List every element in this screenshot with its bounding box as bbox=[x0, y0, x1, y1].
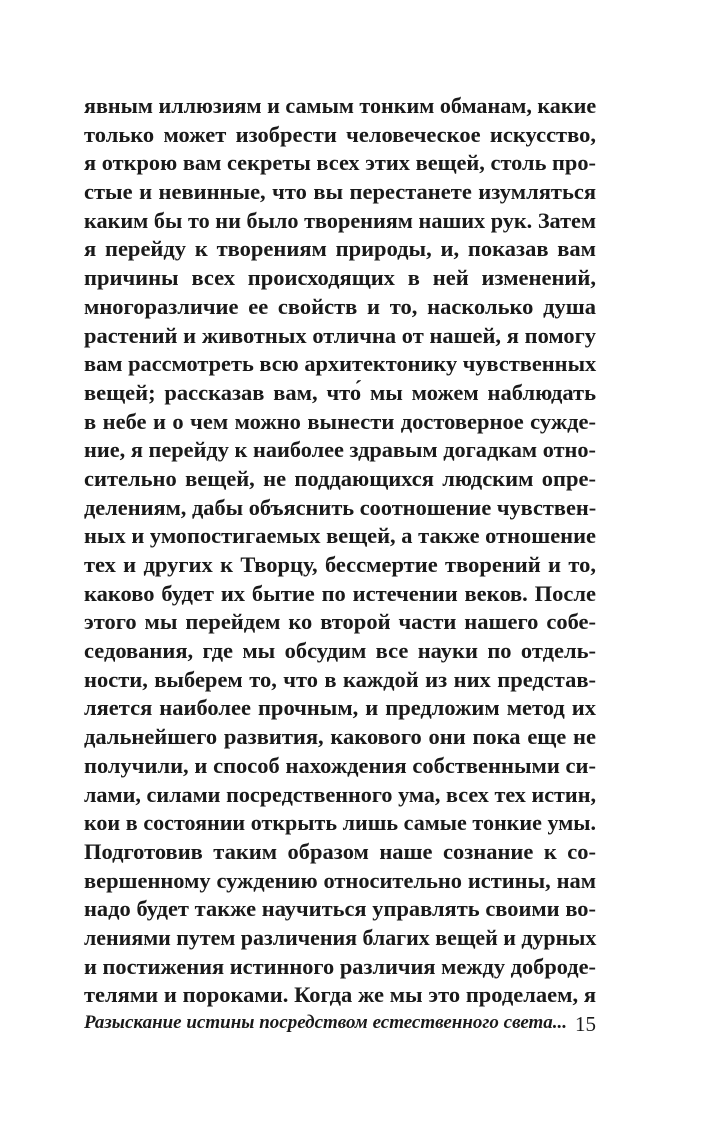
text-line: каково будет их бытие по истечении веков. После bbox=[84, 580, 596, 606]
text-line: в небе и о чем можно вынести достоверное сужде- bbox=[84, 408, 596, 434]
page-number: 15 bbox=[575, 1012, 596, 1036]
text-line: многоразличие ее свойств и то, насколько душа bbox=[84, 293, 596, 319]
text-line: только может изобрести человеческое искусство, bbox=[84, 121, 596, 147]
text-line: надо будет также научиться управлять своими во- bbox=[84, 896, 596, 922]
text-line: дальнейшего развития, какового они пока еще не bbox=[84, 724, 596, 750]
text-line: Подготовив таким образом наше сознание к со- bbox=[84, 838, 596, 864]
text-line: вещей; рассказав вам, что́ мы можем наблюдать bbox=[84, 379, 596, 405]
text-line: ние, я перейду к наиболее здравым догадкам отно- bbox=[84, 437, 596, 463]
text-line: получили, и способ нахождения собственными си- bbox=[84, 752, 596, 778]
text-line: каким бы то ни было творениям наших рук. Затем bbox=[84, 207, 596, 233]
text-line: делениям, дабы объяснить соотношение чувствен- bbox=[84, 494, 597, 520]
text-line: сительно вещей, не поддающихся людским опре- bbox=[84, 465, 596, 491]
text-line: я перейду к творениям природы, и, показав вам bbox=[84, 236, 596, 262]
text-line: этого мы перейдем ко второй части нашего собе- bbox=[84, 609, 596, 635]
text-line: вершенному суждению относительно истины, нам bbox=[84, 867, 596, 893]
text-line: ности, выберем то, что в каждой из них представ- bbox=[84, 666, 596, 692]
text-line: причины всех происходящих в ней изменений, bbox=[84, 265, 596, 291]
page-footer bbox=[84, 1012, 596, 1042]
text-line: вам рассмотреть всю архитектонику чувственных bbox=[84, 351, 597, 377]
text-line: явным иллюзиям и самым тонким обманам, какие bbox=[84, 93, 597, 118]
text-line: лениями путем различения благих вещей и дурных bbox=[84, 924, 597, 950]
text-line: седования, где мы обсудим все науки по отдель- bbox=[84, 638, 596, 664]
body-text bbox=[84, 92, 596, 1010]
text-line: тех и других к Творцу, бессмертие творений и то, bbox=[84, 552, 596, 577]
text-line: я открою вам секреты всех этих вещей, столь про- bbox=[84, 150, 596, 176]
text-line: растений и животных отлична от нашей, я помогу bbox=[84, 322, 596, 348]
text-line: кои в состоянии открыть лишь самые тонкие умы. bbox=[84, 810, 596, 836]
text-line: ных и умопостигаемых вещей, а также отношение bbox=[84, 523, 596, 549]
text-line: и постижения истинного различия между доброде- bbox=[84, 953, 596, 979]
text-line: телями и пороками. Когда же мы это проделаем, я bbox=[84, 982, 596, 1008]
text-line: ляется наиболее прочным, и предложим метод их bbox=[84, 695, 596, 721]
running-title: Разыскание истины посредством естественного света... bbox=[84, 1012, 568, 1033]
text-line: лами, силами посредственного ума, всех тех истин, bbox=[84, 781, 596, 807]
text-line: стые и невинные, что вы перестанете изумляться bbox=[84, 179, 596, 205]
